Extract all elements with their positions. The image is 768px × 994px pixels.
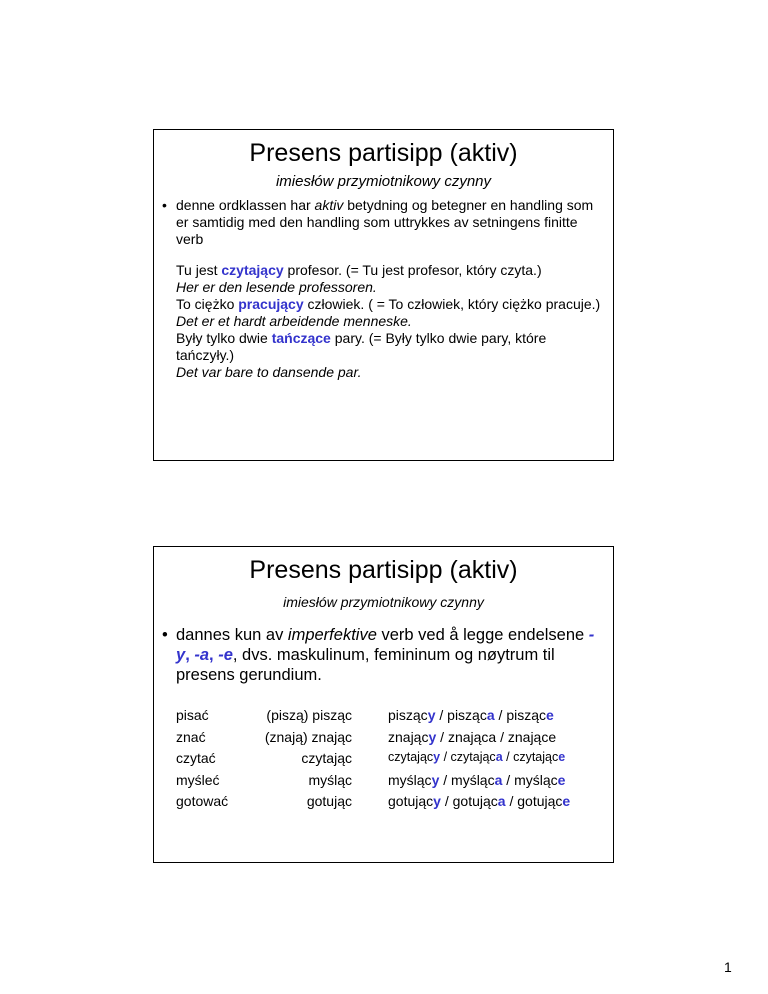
gerund: gotując: [306, 793, 352, 809]
example-text: To ciężko: [176, 296, 239, 312]
bullet-text: verb ved å legge endelsene: [376, 626, 589, 644]
example-text: Tu jest: [176, 262, 222, 278]
gerund: czytając: [301, 750, 352, 766]
participle-forms: myślący / myśląca / myślące: [388, 771, 566, 788]
infinitive: znać: [176, 728, 206, 745]
participle-forms: znający / znająca / znające: [388, 728, 557, 745]
infinitive: pisać: [176, 707, 209, 723]
ending-masculine: -y: [176, 626, 595, 664]
example-text: profesor. (= Tu jest profesor, który czyta.): [283, 262, 542, 278]
bullet-text: dannes kun av: [176, 626, 288, 644]
gerund: myśląc: [308, 771, 352, 788]
example-translation: Det var bare to dansende par.: [176, 364, 362, 380]
page-number: 1: [724, 959, 732, 975]
infinitive: gotować: [176, 793, 229, 809]
bullet-point: [154, 625, 613, 685]
slide-subtitle: imiesłów przymiotnikowy czynny: [275, 173, 492, 190]
slide-1: [153, 129, 614, 461]
example-sentence: [176, 262, 601, 279]
gerund: (znają) znając: [264, 728, 352, 745]
bullet-emphasis: imperfektive: [287, 626, 377, 644]
example-translation: Her er den lesende professoren.: [176, 279, 377, 295]
ending-separator: ,: [185, 646, 195, 664]
bullet-point: [154, 197, 613, 248]
example-sentence: [176, 330, 601, 364]
participle-highlight: pracujący: [238, 296, 304, 312]
infinitive: czytać: [176, 750, 216, 766]
participle-forms: czytający / czytająca / czytające: [388, 750, 566, 764]
ending-neuter: -e: [218, 646, 233, 664]
ending-feminine: -a: [194, 646, 210, 664]
example-text: człowiek. ( = To człowiek, który ciężko pracuje.): [303, 296, 601, 312]
ending-separator: ,: [209, 646, 219, 664]
participle-forms: piszący / pisząca / piszące: [388, 707, 554, 723]
examples-block: [176, 262, 613, 381]
example-text: Były tylko dwie: [176, 330, 272, 346]
example-sentence: [176, 296, 601, 313]
example-text: pary. (= Były tylko dwie pary, które tańczyły.): [176, 330, 547, 363]
participle-highlight: czytający: [221, 262, 284, 278]
slide-subtitle: imiesłów przymiotnikowy czynny: [283, 594, 484, 610]
example-translation: Det er et hardt arbeidende menneske.: [176, 313, 412, 329]
slide-title: Presens partisipp (aktiv): [249, 556, 518, 584]
infinitive: myśleć: [176, 771, 220, 788]
gerund: (piszą) pisząc: [266, 707, 352, 723]
slide-2: [153, 546, 614, 863]
slide-title: Presens partisipp (aktiv): [249, 139, 518, 167]
participle-forms: gotujący / gotująca / gotujące: [388, 793, 571, 809]
bullet-text: betydning og betegner en handling som er samtidig med den handling som uttrykkes av setningens finitte verb: [176, 197, 594, 247]
participle-highlight: tańczące: [271, 330, 331, 346]
bullet-text: , dvs. maskulinum, femininum og nøytrum til presens gerundium.: [176, 646, 555, 684]
bullet-text: denne ordklassen har: [176, 197, 315, 213]
bullet-emphasis: aktiv: [314, 197, 344, 213]
